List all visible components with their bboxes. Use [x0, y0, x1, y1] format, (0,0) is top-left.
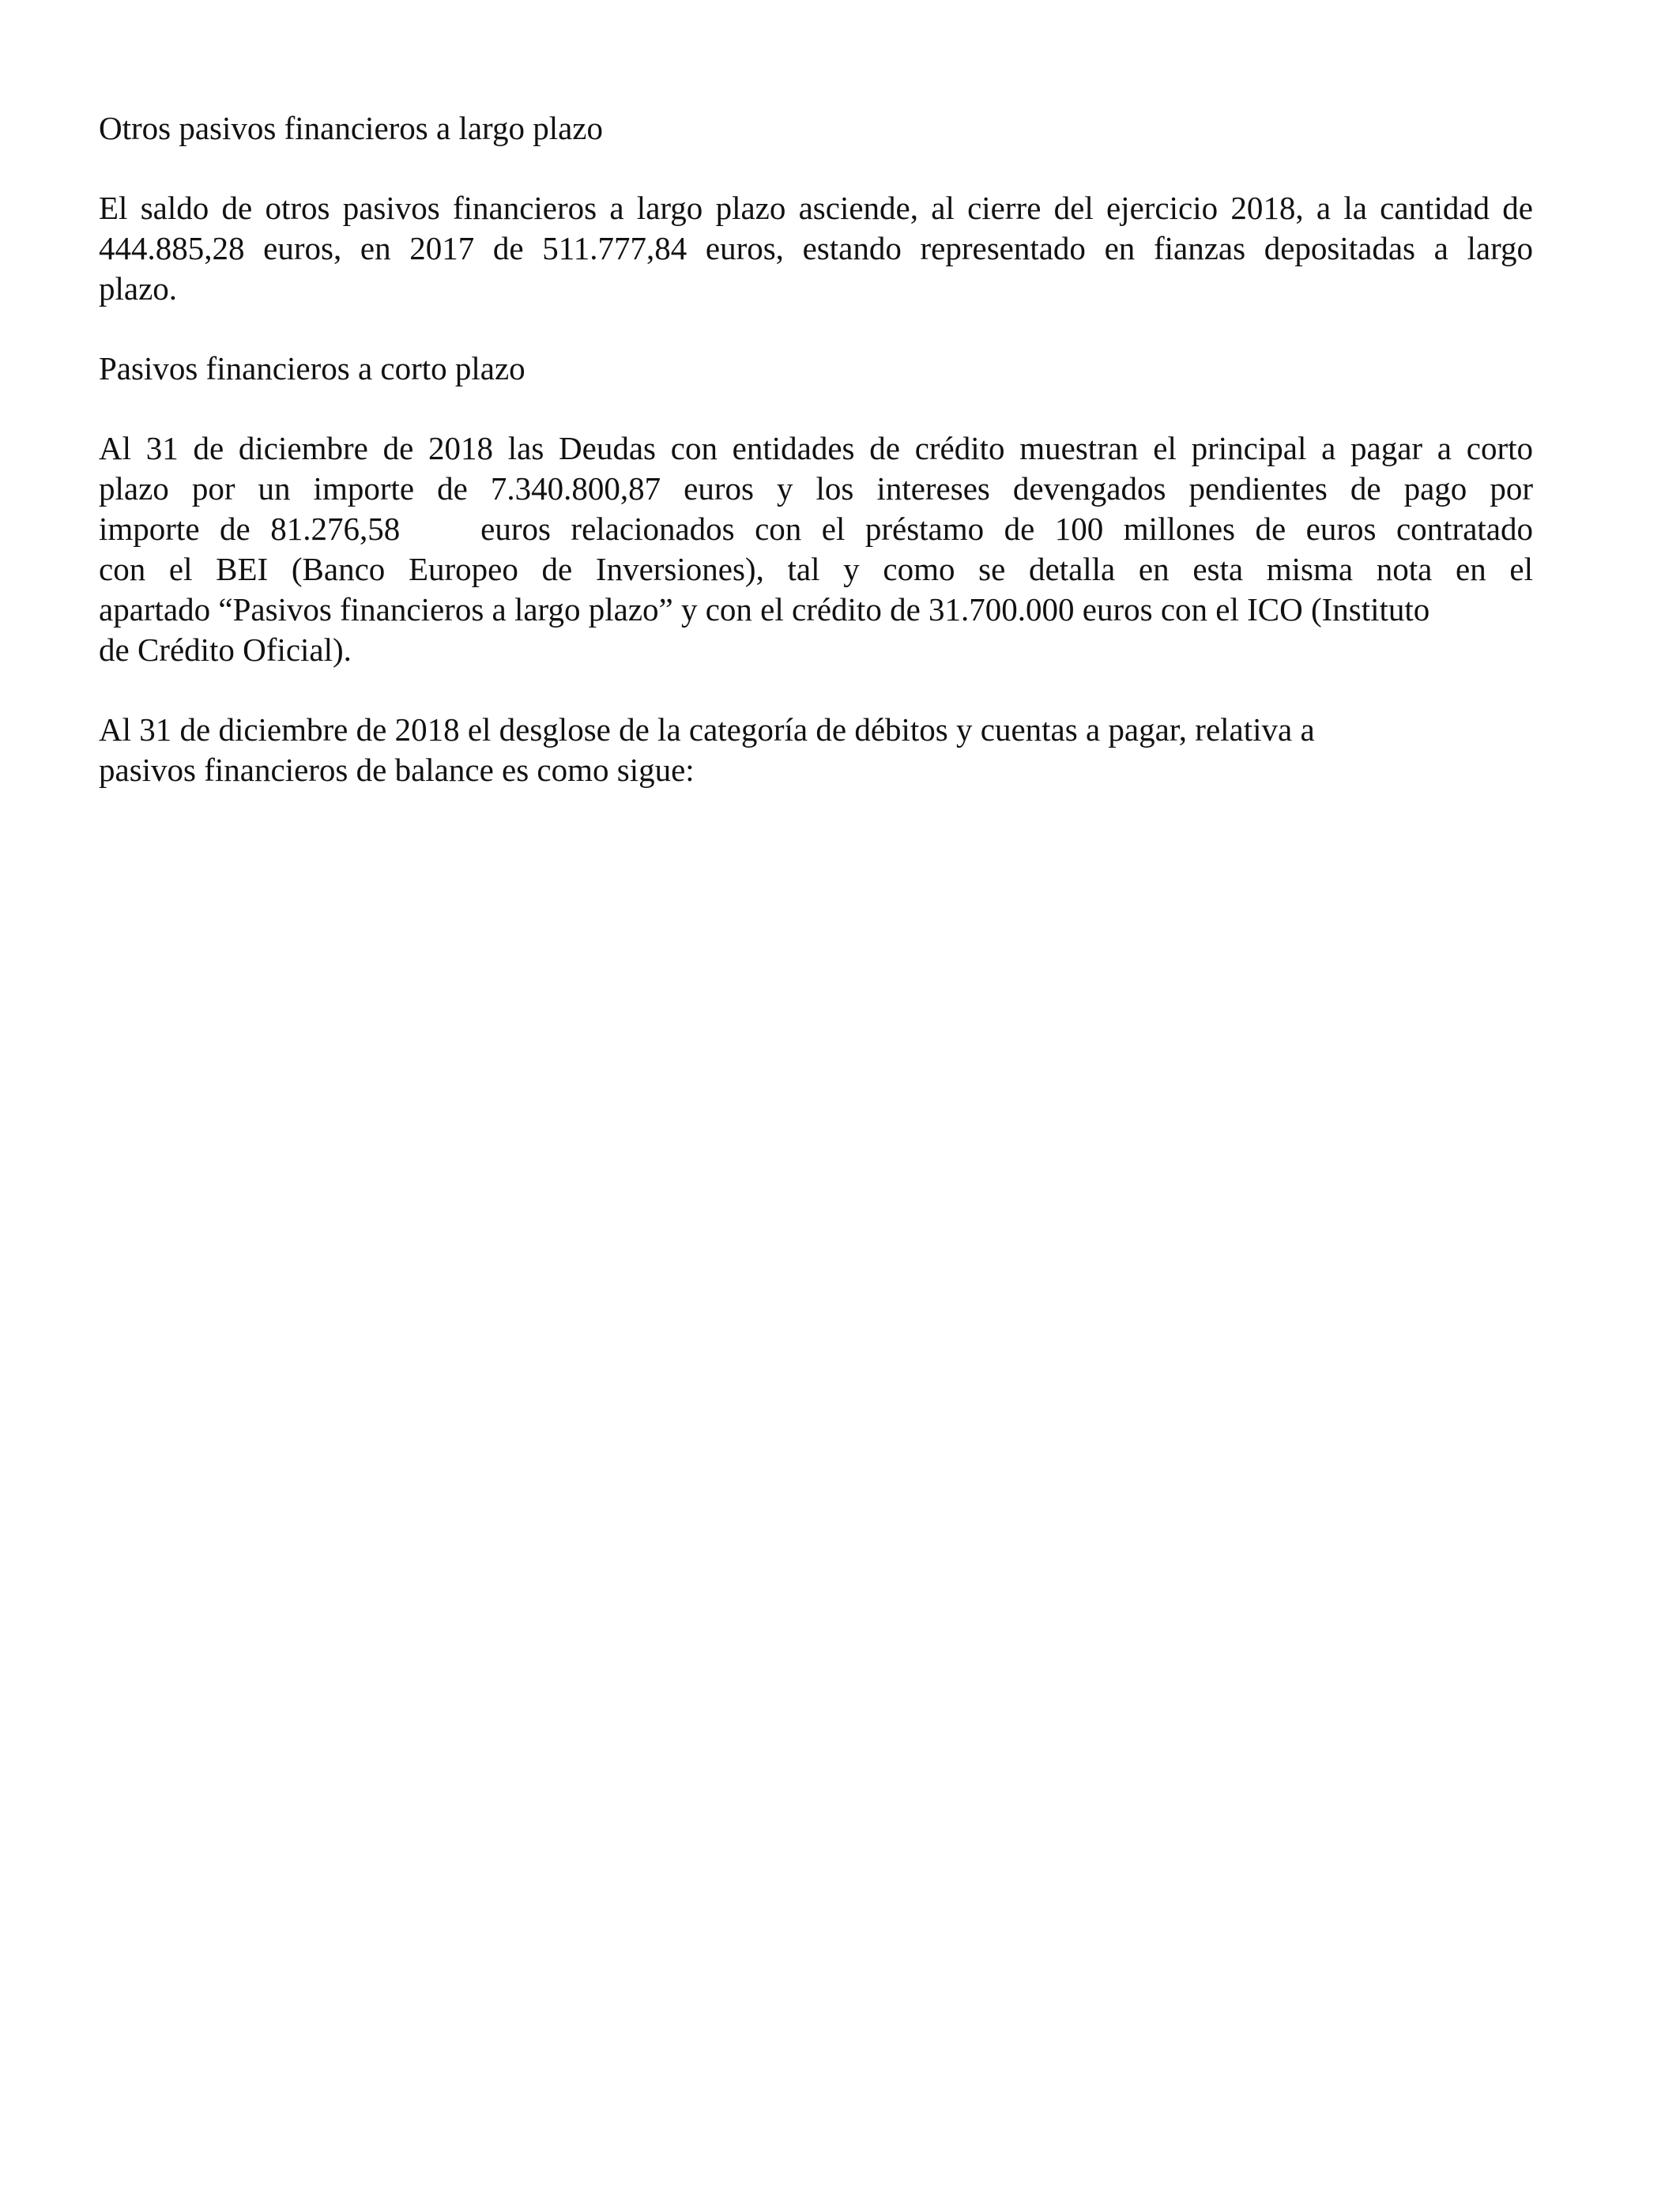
paragraph-line: plazo por un importe de 7.340.800,87 euros y los intereses devengados pendientes de pago por: [99, 470, 1533, 507]
paragraph-line: con el BEI (Banco Europeo de Inversiones), tal y como se detalla en esta misma nota en el: [99, 551, 1533, 587]
paragraph-line: plazo.: [99, 270, 178, 307]
section-heading-pasivos-corto-plazo: Pasivos financieros a corto plazo: [99, 350, 525, 386]
paragraph-otros-pasivos-saldo: [99, 188, 1533, 309]
document-body: [99, 108, 1533, 830]
paragraph-line: pasivos financieros de balance es como sigue:: [99, 752, 695, 788]
paragraph-line: Al 31 de diciembre de 2018 las Deudas con entidades de crédito muestran el principal a pagar a corto: [99, 430, 1533, 466]
paragraph-line: importe de 81.276,58 euros relacionados con el préstamo de 100 millones de euros contratado: [99, 511, 1533, 547]
paragraph-line: El saldo de otros pasivos financieros a largo plazo asciende, al cierre del ejercicio 2018, a la cantidad de: [99, 190, 1533, 226]
paragraph-desglose-debitos-cuentas: [99, 710, 1533, 790]
paragraph-line: 444.885,28 euros, en 2017 de 511.777,84 euros, estando representado en fianzas depositadas a largo: [99, 230, 1533, 266]
paragraph-line: apartado “Pasivos financieros a largo plazo” y con el crédito de 31.700.000 euros con el ICO (Instituto: [99, 591, 1430, 628]
paragraph-deudas-entidades-credito: [99, 428, 1533, 670]
paragraph-line: de Crédito Oficial).: [99, 631, 352, 668]
paragraph-line: Al 31 de diciembre de 2018 el desglose de la categoría de débitos y cuentas a pagar, relativa a: [99, 711, 1315, 748]
section-heading-otros-pasivos-largo-plazo: Otros pasivos financieros a largo plazo: [99, 110, 603, 146]
